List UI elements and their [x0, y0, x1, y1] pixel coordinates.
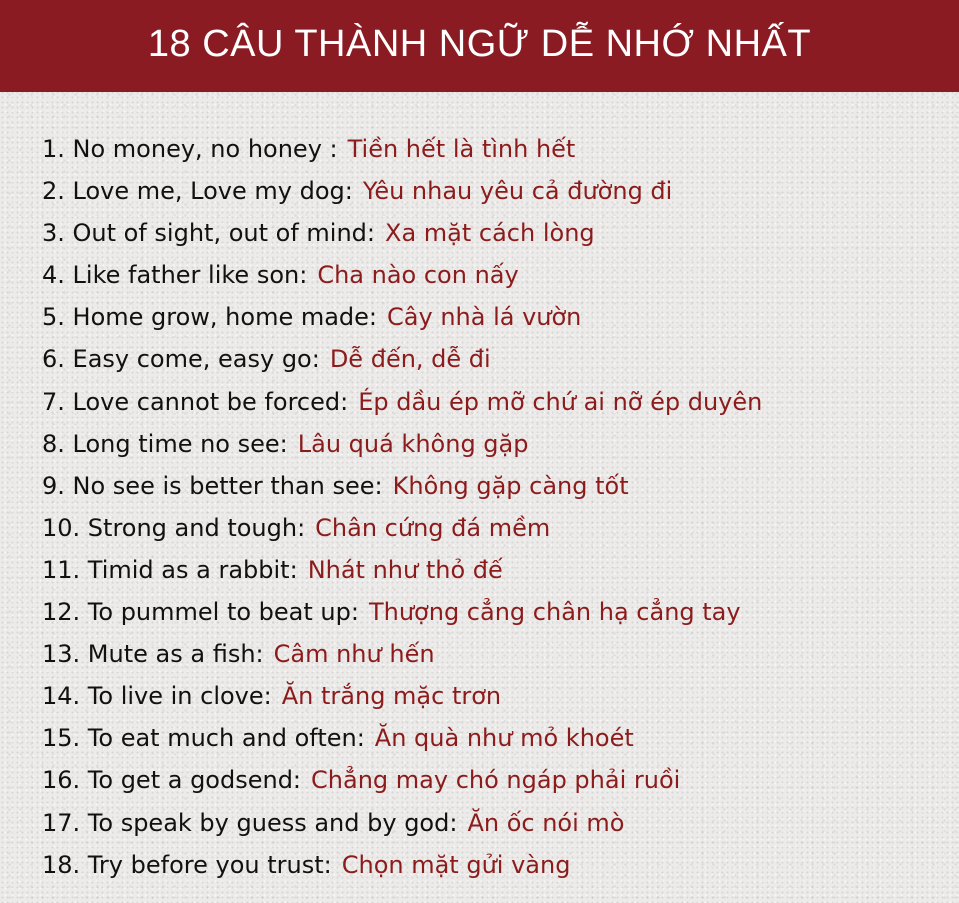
idiom-english: 11. Timid as a rabbit: — [42, 555, 298, 584]
idiom-english: 3. Out of sight, out of mind: — [42, 219, 375, 248]
idiom-english: 7. Love cannot be forced: — [42, 387, 349, 416]
idiom-english: 1. No money, no honey : — [42, 135, 338, 163]
idiom-vietnamese: Dễ đến, dễ đi — [329, 345, 491, 374]
idiom-english: 14. To live in clove: — [42, 682, 272, 711]
idiom-vietnamese: Câm như hến — [273, 640, 435, 669]
title-banner — [0, 0, 959, 92]
list-item — [42, 296, 942, 338]
list-item — [42, 465, 942, 507]
list-item — [42, 507, 942, 549]
idiom-vietnamese: Xa mặt cách lòng — [385, 219, 595, 248]
idiom-vietnamese: Ép dầu ép mỡ chứ ai nỡ ép duyên — [358, 387, 763, 416]
idiom-vietnamese: Chẳng may chó ngáp phải ruồi — [311, 766, 681, 795]
idiom-vietnamese: Ăn quà như mỏ khoét — [374, 724, 634, 753]
list-item — [42, 423, 942, 465]
idiom-english: 8. Long time no see: — [42, 429, 288, 458]
list-item — [42, 128, 942, 170]
list-item — [42, 254, 942, 296]
list-item — [42, 549, 942, 591]
list-item — [42, 591, 942, 633]
idiom-english: 9. No see is better than see: — [42, 471, 383, 500]
list-item — [42, 759, 942, 801]
idiom-english: 16. To get a godsend: — [42, 766, 302, 795]
idiom-vietnamese: Tiền hết là tình hết — [347, 135, 576, 163]
idiom-english: 17. To speak by guess and by god: — [42, 808, 458, 837]
idiom-vietnamese: Chân cứng đá mềm — [315, 513, 551, 542]
list-item — [42, 633, 942, 675]
list-item — [42, 338, 942, 380]
list-item — [42, 212, 942, 254]
idiom-english: 13. Mute as a fish: — [42, 640, 264, 669]
idiom-english: 12. To pummel to beat up: — [42, 598, 359, 627]
idiom-vietnamese: Không gặp càng tốt — [392, 471, 629, 500]
idiom-list — [42, 128, 942, 886]
list-item — [42, 381, 942, 423]
idiom-english: 6. Easy come, easy go: — [42, 345, 320, 374]
idiom-english: 4. Like father like son: — [42, 261, 308, 290]
idiom-english: 15. To eat much and often: — [42, 724, 365, 753]
idiom-vietnamese: Thượng cẳng chân hạ cẳng tay — [368, 598, 741, 627]
idiom-vietnamese: Lâu quá không gặp — [297, 429, 529, 458]
list-item — [42, 802, 942, 844]
idiom-vietnamese: Ăn trắng mặc trơn — [281, 682, 502, 711]
idiom-vietnamese: Nhát như thỏ đế — [307, 555, 503, 584]
list-item — [42, 717, 942, 759]
idiom-english: 10. Strong and tough: — [42, 513, 306, 542]
idiom-vietnamese: Chọn mặt gửi vàng — [341, 850, 571, 879]
page-title: 18 CÂU THÀNH NGỮ DỄ NHỚ NHẤT — [147, 22, 812, 65]
list-item — [42, 170, 942, 212]
idiom-english: 2. Love me, Love my dog: — [42, 177, 353, 206]
list-item — [42, 844, 942, 886]
idiom-english: 18. Try before you trust: — [42, 850, 332, 879]
idiom-english: 5. Home grow, home made: — [42, 303, 378, 332]
idiom-vietnamese: Yêu nhau yêu cả đường đi — [362, 177, 673, 206]
idiom-vietnamese: Ăn ốc nói mò — [467, 808, 625, 837]
idiom-vietnamese: Cây nhà lá vườn — [387, 303, 582, 332]
list-item — [42, 675, 942, 717]
idiom-vietnamese: Cha nào con nấy — [317, 261, 519, 290]
